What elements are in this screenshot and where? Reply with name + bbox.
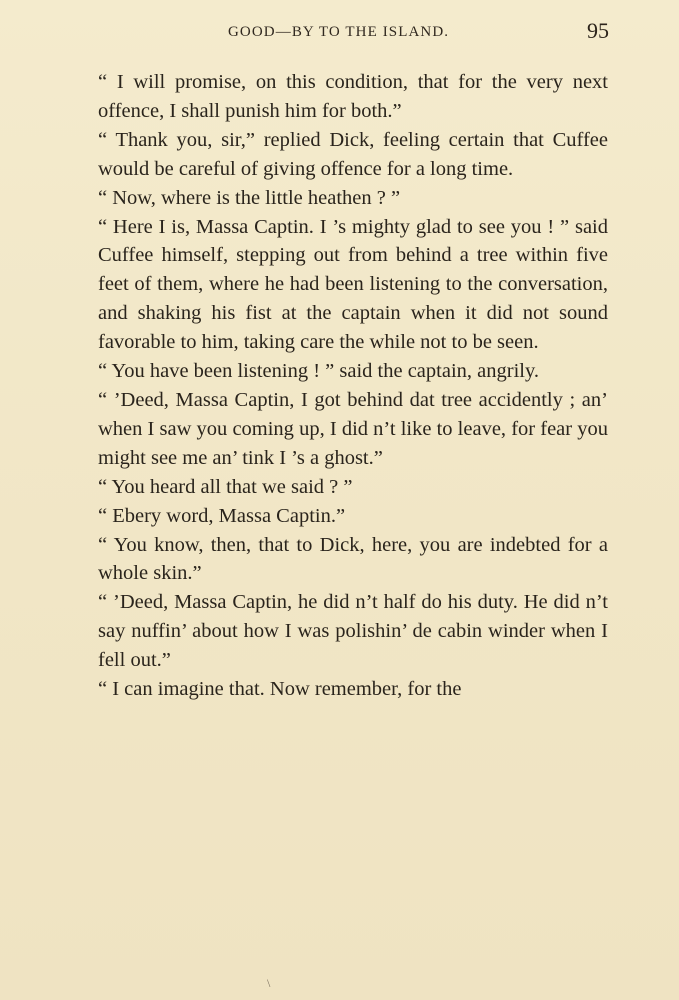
paragraph: “ Here I is, Massa Captin. I ’s mighty glad to see you ! ” said Cuffee himself, stepping out from behind a tree within five feet of them, where he had been listening to the conversation, and shaking his fist at the captain when it did not sound favorable to him, taking care the while not to be seen. [98, 215, 608, 354]
paragraph: “ Thank you, sir,” replied Dick, feeling certain that Cuffee would be careful of giving offence for a long time. [98, 128, 608, 180]
page-header [98, 18, 609, 46]
running-head: GOOD—BY TO THE ISLAND. [228, 24, 450, 40]
paragraph: “ Now, where is the little heathen ? ” [98, 186, 401, 209]
page-number: 95 [587, 18, 609, 43]
paragraph: “ You have been listening ! ” said the captain, angrily. [98, 360, 540, 383]
paragraph: “ You know, then, that to Dick, here, you are indebted for a whole skin.” [98, 533, 608, 585]
paragraph: “ You heard all that we said ? ” [98, 475, 353, 498]
body-text [98, 68, 608, 704]
footer-mark: \ [267, 976, 271, 990]
paragraph: “ Ebery word, Massa Captin.” [98, 504, 346, 527]
paragraph: “ I can imagine that. Now remember, for the [98, 678, 462, 701]
paragraph: “ ’Deed, Massa Captin, I got behind dat tree accidently ; an’ when I saw you coming up, I did n’t like to leave, for fear you might see me an’ tink I ’s a ghost.” [98, 388, 608, 469]
paragraph: “ ’Deed, Massa Captin, he did n’t half do his duty. He did n’t say nuffin’ about how I was polishin’ de cabin winder when I fell out.” [98, 591, 608, 672]
paragraph: “ I will promise, on this condition, that for the very next offence, I shall punish him for both.” [98, 71, 608, 122]
